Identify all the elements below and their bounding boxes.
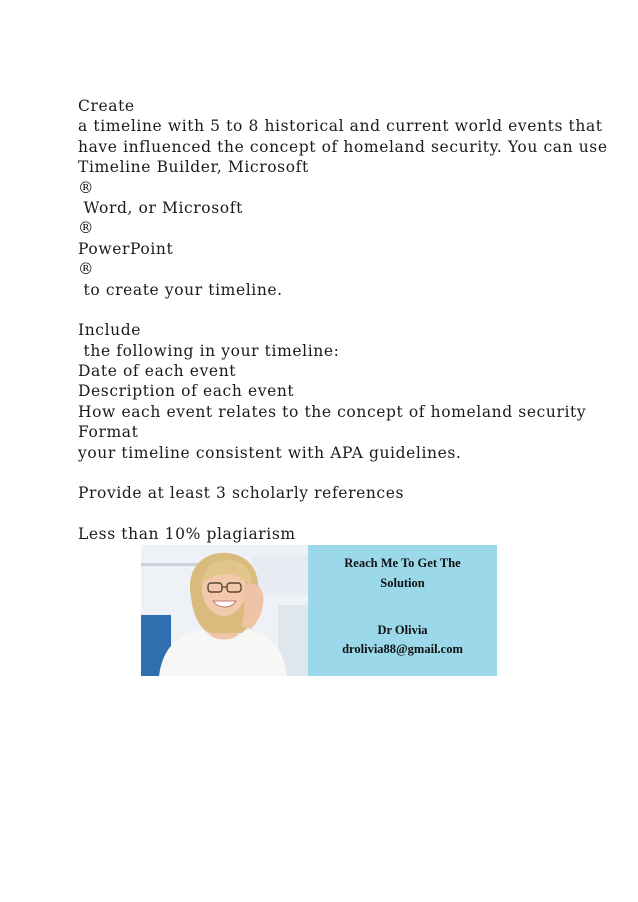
woman-with-glasses-photo [141, 545, 308, 676]
cta-line-2: Solution [380, 576, 425, 590]
text-line: Include [78, 321, 142, 340]
blank-line [78, 463, 618, 483]
text-line: Less than 10% plagiarism [78, 525, 296, 544]
text-line: Provide at least 3 scholarly references [78, 484, 405, 503]
text-line: a timeline with 5 to 8 historical and current world events that [78, 117, 603, 136]
registered-mark: ® [78, 260, 95, 279]
text-line: the following in your timeline: [78, 341, 340, 360]
text-line: Format [78, 423, 139, 442]
list-item: Date of each event [78, 362, 237, 381]
contact-panel [308, 545, 497, 676]
text-line: to create your timeline. [78, 280, 283, 299]
text-line: PowerPoint [78, 239, 174, 258]
portrait-illustration [141, 545, 308, 676]
text-line: Create [78, 97, 135, 115]
blank-line [78, 504, 618, 524]
text-line: your timeline consistent with APA guidelines. [78, 443, 462, 462]
list-item: How each event relates to the concept of homeland security [78, 402, 587, 421]
text-line: Timeline Builder, Microsoft [78, 158, 309, 177]
registered-mark: ® [78, 178, 95, 197]
blank-line [78, 300, 618, 320]
registered-mark: ® [78, 219, 95, 238]
contact-name: Dr Olivia [377, 623, 428, 637]
text-line: Word, or Microsoft [78, 198, 243, 217]
contact-email: drolivia88@gmail.com [342, 642, 463, 656]
assignment-text [78, 96, 618, 545]
text-line: have influenced the concept of homeland security. You can use [78, 137, 608, 156]
cta-line-1: Reach Me To Get The [344, 556, 461, 570]
contact-banner [141, 545, 497, 676]
list-item: Description of each event [78, 382, 295, 401]
